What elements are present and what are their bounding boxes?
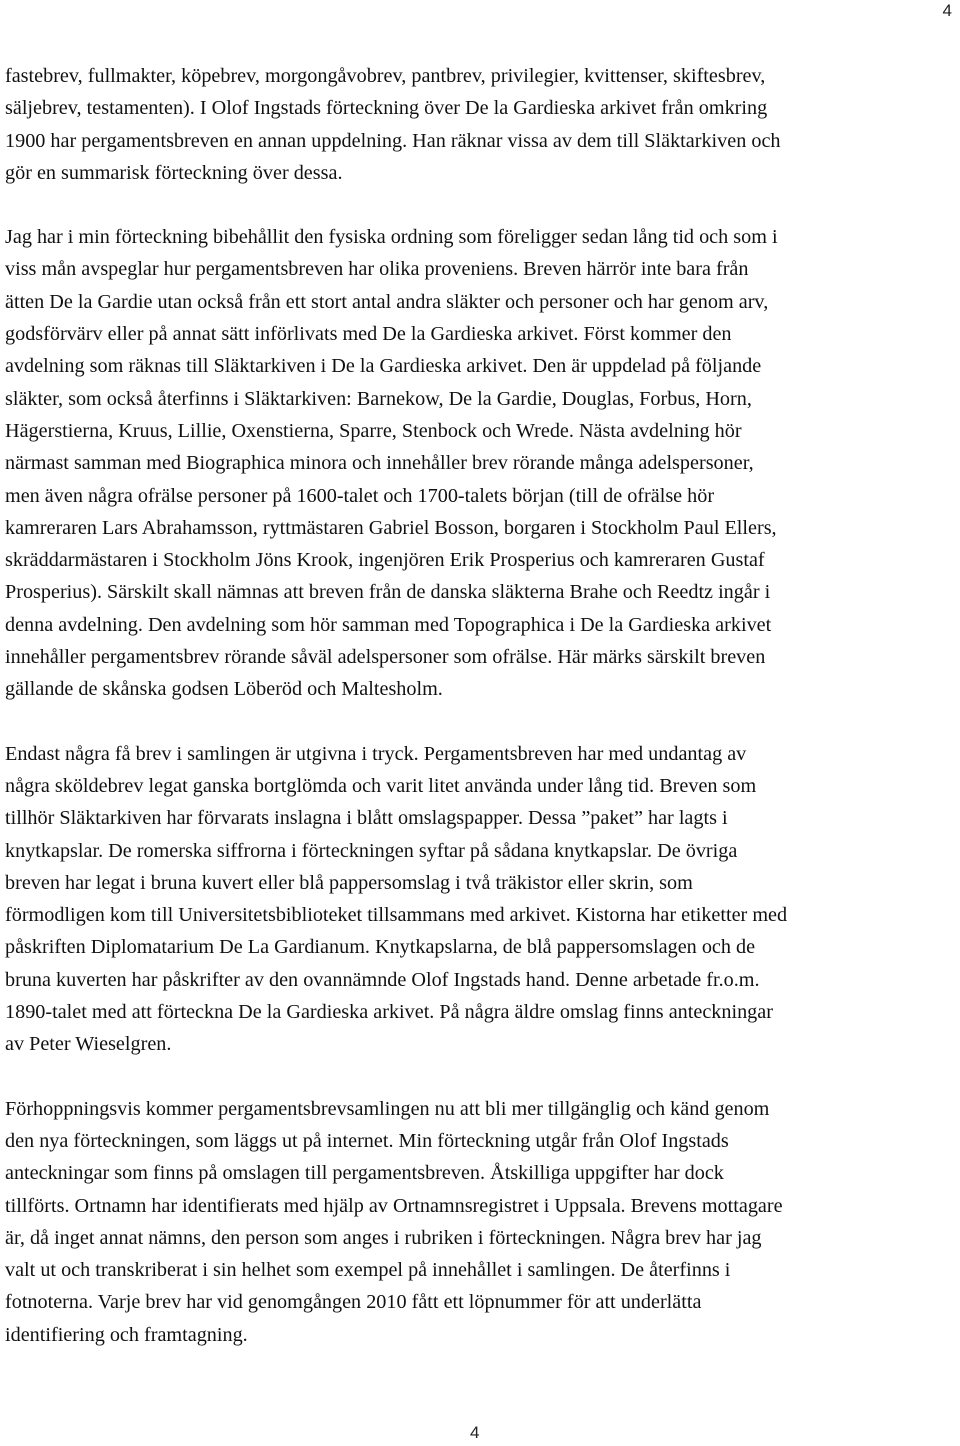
text-line: skräddarmästaren i Stockholm Jöns Krook, ingenjören Erik Prosperius och kamreraren Gustaf — [5, 549, 765, 572]
text-line: Jag har i min förteckning bibehållit den fysiska ordning som föreligger sedan lång tid och som i — [5, 226, 778, 249]
text-line: fastebrev, fullmakter, köpebrev, morgongåvobrev, pantbrev, privilegier, kvittenser, skiftesbrev, — [5, 65, 766, 87]
text-line: identifiering och framtagning. — [5, 1323, 248, 1346]
text-line: Förhoppningsvis kommer pergamentsbrevsamlingen nu att bli mer tillgänglig och känd genom — [5, 1097, 770, 1120]
paragraph — [5, 1093, 957, 1351]
text-line: Hägerstierna, Kruus, Lillie, Oxenstierna, Sparre, Stenbock och Wrede. Nästa avdelning hör — [5, 419, 742, 442]
text-line: ätten De la Gardie utan också från ett stort antal andra släkter och personer och har genom arv, — [5, 290, 769, 313]
text-line: tillförts. Ortnamn har identifierats med hjälp av Ortnamnsregistret i Uppsala. Brevens mottagare — [5, 1194, 783, 1217]
text-line: gällande de skånska godsen Löberöd och Maltesholm. — [5, 678, 443, 701]
text-line: 1900 har pergamentsbreven en annan uppdelning. Han räknar vissa av dem till Släktarkiven och — [5, 129, 781, 152]
text-line: knytkapslar. De romerska siffrorna i förteckningen syftar på sådana knytkapslar. De övriga — [5, 839, 738, 862]
text-line: men även några ofrälse personer på 1600-talet och 1700-talets början (till de ofrälse hör — [5, 484, 715, 507]
text-line: gör en summarisk förteckning över dessa. — [5, 161, 343, 184]
paragraph — [5, 221, 957, 705]
text-line: avdelning som räknas till Släktarkiven i De la Gardieska arkivet. Den är uppdelad på följande — [5, 355, 762, 378]
text-line: denna avdelning. Den avdelning som hör samman med Topographica i De la Gardieska arkivet — [5, 613, 772, 636]
text-line: bruna kuverten har påskrifter av den ovannämnde Olof Ingstads hand. Denne arbetade fr.o.m. — [5, 968, 760, 991]
text-line: 1890-talet med att förteckna De la Gardieska arkivet. På några äldre omslag finns anteckningar — [5, 1001, 773, 1024]
text-line: säljebrev, testamenten). I Olof Ingstads förteckning över De la Gardieska arkivet från omkring — [5, 97, 768, 120]
page-number-bottom: 4 — [470, 1423, 480, 1442]
text-line: några sköldebrev legat ganska bortglömda och varit litet använda under lång tid. Breven som — [5, 774, 757, 797]
text-line: den nya förteckningen, som läggs ut på internet. Min förteckning utgår från Olof Ingstads — [5, 1129, 729, 1152]
text-line: av Peter Wieselgren. — [5, 1033, 172, 1056]
text-line: är, då inget annat nämns, den person som anges i rubriken i förteckningen. Några brev har jag — [5, 1226, 762, 1249]
page-number-top: 4 — [942, 1, 952, 20]
text-line: viss mån avspeglar hur pergamentsbreven har olika proveniens. Breven härrör inte bara från — [5, 258, 749, 281]
document-body — [5, 60, 957, 1351]
text-line: valt ut och transkriberat i sin helhet som exempel på innehållet i samlingen. De återfinns i — [5, 1259, 731, 1282]
text-line: tillhör Släktarkiven har förvarats inslagna i blått omslagspapper. Dessa ”paket” har lagts i — [5, 807, 728, 830]
text-line: Prosperius). Särskilt skall nämnas att breven från de danska släkterna Brahe och Reedtz ingår i — [5, 581, 771, 604]
text-line: närmast samman med Biographica minora och innehåller brev rörande många adelspersoner, — [5, 452, 754, 475]
text-line: anteckningar som finns på omslagen till pergamentsbreven. Åtskilliga uppgifter har dock — [5, 1162, 724, 1185]
text-line: Endast några få brev i samlingen är utgivna i tryck. Pergamentsbreven har med undantag av — [5, 742, 747, 765]
paragraph — [5, 738, 957, 1061]
text-line: släkter, som också återfinns i Släktarkiven: Barnekow, De la Gardie, Douglas, Forbus, Horn, — [5, 387, 752, 410]
text-line: förmodligen kom till Universitetsbiblioteket tillsammans med arkivet. Kistorna har etiketter med — [5, 904, 788, 927]
text-line: fotnoterna. Varje brev har vid genomgången 2010 fått ett löpnummer för att underlätta — [5, 1291, 702, 1314]
text-line: påskriften Diplomatarium De La Gardianum. Knytkapslarna, de blå pappersomslagen och de — [5, 936, 756, 959]
paragraph — [5, 60, 957, 189]
text-line: breven har legat i bruna kuvert eller blå pappersomslag i två träkistor eller skrin, som — [5, 871, 693, 894]
text-line: innehåller pergamentsbrev rörande såväl adelspersoner som ofrälse. Här märks särskilt breven — [5, 646, 766, 669]
text-line: kamreraren Lars Abrahamsson, ryttmästaren Gabriel Bosson, borgaren i Stockholm Paul Ellers, — [5, 516, 777, 539]
text-line: godsförvärv eller på annat sätt införlivats med De la Gardieska arkivet. Först kommer den — [5, 323, 732, 346]
